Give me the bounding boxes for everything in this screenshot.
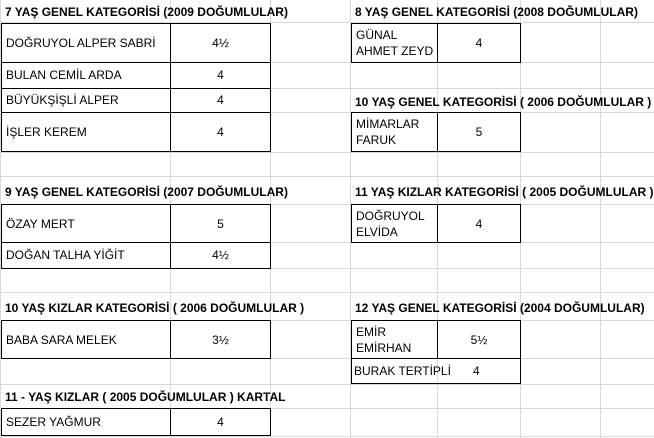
table-row-name: ÖZAY MERT	[1, 204, 171, 243]
table-row-name: BURAK TERTİPLİ	[351, 358, 452, 384]
section-title-7-yas: 7 YAŞ GENEL KATEGORİSİ (2009 DOĞUMLULAR)	[5, 5, 288, 19]
name-line-1: MİMARLAR	[356, 117, 420, 131]
table-row-name: DOĞAN TALHA YİĞİT	[1, 242, 171, 269]
section-title-12-yas: 12 YAŞ GENEL KATEGORİSİ (2004 DOĞUMLULAR)	[355, 301, 645, 315]
table-row-score: 5½	[437, 320, 521, 359]
table-row-name: SEZER YAĞMUR	[1, 408, 171, 436]
table-row-score: 4½	[170, 242, 271, 269]
name-line-2: ELVİDA	[356, 224, 398, 239]
table-row-score: 4	[437, 204, 521, 243]
table-row-name	[351, 204, 438, 243]
name-line-2: FARUK	[356, 133, 397, 147]
table-row-name: BÜYÜKŞİŞLİ ALPER	[1, 88, 171, 113]
table-row-score: 5	[170, 204, 271, 243]
table-row-name	[351, 23, 438, 63]
table-row-name: İŞLER KEREM	[1, 112, 171, 152]
table-row-score: 4	[452, 358, 521, 384]
table-row-name: BULAN CEMİL ARDA	[1, 62, 171, 89]
table-row-name	[351, 112, 438, 152]
name-line-2: EMİRHAN	[356, 340, 412, 355]
table-row-score: 3½	[170, 320, 271, 359]
table-row-score: 4	[170, 88, 271, 113]
table-row-score: 5	[437, 112, 521, 152]
table-row-score: 4½	[170, 23, 271, 63]
table-row-score: 4	[170, 62, 271, 89]
section-title-8-yas: 8 YAŞ GENEL KATEGORİSİ (2008 DOĞUMLULAR)	[355, 5, 638, 19]
section-title-9-yas: 9 YAŞ GENEL KATEGORİSİ (2007 DOĞUMLULAR)	[5, 185, 288, 199]
table-row-name: BABA SARA MELEK	[1, 320, 171, 359]
table-row-name: DOĞRUYOL ALPER SABRİ	[1, 23, 171, 63]
table-row-score: 4	[170, 112, 271, 152]
name-line-2: AHMET ZEYD	[356, 44, 434, 58]
table-row-name	[351, 320, 438, 359]
name-line-1: DOĞRUYOL	[356, 208, 425, 223]
table-row-score: 4	[437, 23, 521, 63]
section-title-10-yas-kizlar: 10 YAŞ KIZLAR KATEGORİSİ ( 2006 DOĞUMLULAR )	[5, 301, 305, 315]
table-row-score: 4	[170, 408, 271, 436]
section-title-11-yas-kizlar-kartal: 11 - YAŞ KIZLAR ( 2005 DOĞUMLULAR ) KARTAL	[5, 390, 286, 404]
section-title-11-yas-kizlar: 11 YAŞ KIZLAR KATEGORİSİ ( 2005 DOĞUMLULAR )	[355, 185, 654, 199]
name-line-1: EMİR	[356, 324, 386, 339]
name-line-1: GÜNAL	[356, 28, 398, 42]
section-title-10-yas-genel: 10 YAŞ GENEL KATEGORİSİ ( 2006 DOĞUMLULAR )	[355, 95, 652, 109]
